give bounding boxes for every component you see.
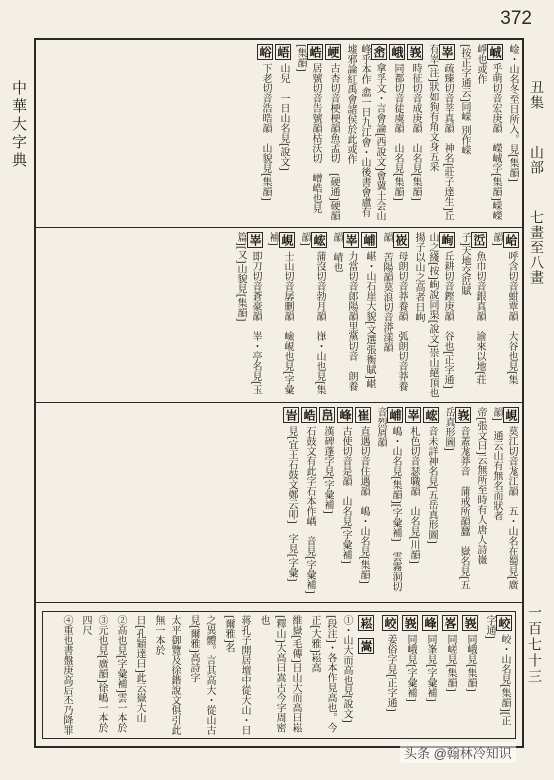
dictionary-entry: [407, 44, 423, 223]
note-line: ②高也見[字彙補]雲一本於: [115, 615, 126, 733]
dictionary-entry: [382, 615, 398, 735]
entry-text: 姜俗字見[正字通]: [385, 634, 396, 712]
entry-text: 士山切音孱刪韻 嶮峴也見[字彙補]: [267, 232, 293, 395]
entry-band-1: [36, 40, 522, 228]
headword: 峴: [280, 234, 294, 246]
stroke-range-label: 七畫至八畫: [528, 209, 544, 285]
entry-text: 即刀切音蒼豪韻 峷・亭名見[玉篇][又]山貌見[集韻]: [235, 232, 261, 395]
headword: 峬: [362, 234, 376, 246]
dictionary-entry: [275, 44, 291, 223]
entry-text: 魚巾切音銀真韻 渝來以地[荘子]天地交峾賦: [459, 232, 485, 385]
dictionary-entry: [355, 407, 371, 598]
entry-text: 疏臻切音莘真韻 神名[莊子達生]丘有峷[注]狀如狗有角文身五采: [427, 44, 453, 221]
dictionary-entry: [319, 407, 335, 598]
dictionary-entry: [489, 232, 519, 398]
entry-text: 蒲沒切音勃月韻 嵂・山也見[集韻]: [299, 232, 325, 395]
headword: 峩: [463, 617, 477, 629]
headword: 峩: [408, 46, 422, 58]
page-number: 372: [500, 8, 532, 29]
entry-text: 嵁・山石崖大貌[文選張衡賦]嵁: [364, 251, 375, 389]
entry-text: 崯・山名冬至日所入。見[集韻]: [507, 44, 518, 182]
note-line: 蒋孔子開居壇中從大山・日[爾雅]名: [223, 615, 250, 735]
headword: 嵩: [359, 640, 373, 652]
entry-text: 石鼓文有此字石本作嵎 音見[字彙補]: [304, 426, 315, 594]
radical-label: 山部: [528, 144, 544, 175]
headword: 峳: [394, 234, 408, 246]
headword: 峕: [284, 409, 298, 421]
dictionary-entry: [325, 44, 341, 223]
entry-band-4: [36, 603, 522, 746]
dictionary-entry: [379, 232, 409, 398]
note-line: 維嶽[毛傳]日山大而高曰崧[釋山]大高曰嵩古今字周密也: [258, 615, 301, 733]
entry-text: 丘耕切音鏗庚韻 谷也[正字通]山之綫[按]峋說同渠[說文]崇山絕頂也 揚子以山之高者日峋: [413, 232, 453, 398]
headword: 峺: [326, 46, 340, 58]
headword: 峷: [406, 409, 420, 421]
dictionary-entry: [457, 44, 471, 223]
chinese-page-number: 一百七十三: [526, 605, 542, 685]
note-line: 太平御覽及徐鍇說文俱引此無一本於: [153, 615, 180, 735]
entry-text: 札色切音瑟職韻 山名見[川韻]: [408, 426, 419, 564]
watermark: 头条 @翰林冷知识: [400, 742, 516, 763]
dictionary-entry: [301, 407, 317, 598]
headword: 峩: [456, 409, 470, 421]
dictionary-entry: [411, 232, 455, 398]
dictionary-entry: [405, 407, 421, 598]
headword: 峆: [504, 234, 518, 246]
entry-text: 同嵯見[集韻]: [445, 634, 456, 692]
headword: 峧: [497, 617, 511, 629]
dictionary-entry: [442, 615, 458, 735]
entry-text: 音蓋尨莽音 蒲戒所韻蠶 嶽名見[五岳真形圖]: [443, 407, 469, 590]
note-line: ①・山大而高也見[說文][段注]・各本作見高也。今正[大雅]崧高: [309, 615, 352, 733]
headword: 峧: [383, 617, 397, 629]
headword: 峹: [372, 46, 386, 58]
dictionary-frame: [34, 38, 524, 748]
headword: 峵: [424, 409, 438, 421]
dictionary-entry: [423, 407, 439, 598]
dictionary-entry: [489, 407, 519, 598]
entry-text: [按正字通云]同嵘 別作嵘: [459, 44, 470, 155]
entry-text: 峧・山名見[集韻][正字通]: [484, 615, 510, 726]
headword: 峵: [312, 234, 326, 246]
note-line: ④重也書盤庚高后丕乃降罪: [61, 615, 72, 735]
headword: 峿: [276, 46, 290, 58]
entry-text: 母朗切音莽養韻 弧朗切音莽養韻 苦陽韻莫浪切音漭漾韻: [381, 232, 407, 391]
entry-band-2: [36, 228, 522, 403]
headword: 峰: [338, 409, 352, 421]
headword: 峨: [390, 46, 404, 58]
entry-text: 莫江切音尨江韻 五・山名在蜀見[廣韻] 通云山有無名而狀者: [491, 407, 517, 590]
dictionary-entry: [343, 44, 387, 223]
notes-box: [42, 611, 516, 739]
dictionary-entry: [473, 407, 487, 598]
dictionary-entry: [233, 232, 263, 398]
dictionary-entry: [473, 44, 503, 223]
headword: 峼: [302, 409, 316, 421]
entry-text: 同峯見[字彙補]: [425, 634, 436, 702]
note-line: 日[孔穎達曰]此云嶽大山: [134, 615, 145, 723]
entry-text: 嶋・山名見[集韻][字彙補] 雲霧洞切音烈屑韻: [375, 407, 401, 592]
notes-headword: [358, 615, 374, 735]
entry-text: 音未詳神名見[五岳真形圖]: [426, 426, 437, 544]
headword: 峼: [308, 46, 322, 58]
note-line: ③元也見[廣韻]徐嶋一本於四尺: [80, 615, 107, 733]
dictionary-entry: [297, 232, 327, 398]
headword: 峩: [403, 617, 417, 629]
section-margin: [524, 80, 548, 285]
entry-text: 同峨見[集韻]: [465, 634, 476, 692]
entry-text: 古杏切音梗梗韻魚孟切 [硬通]硬韻: [328, 63, 339, 221]
entry-text: 乎萌切音宏庚韻 嶸峸字[集韻]嵘嶸崢也或作: [475, 44, 501, 221]
dictionary-entry: [337, 407, 353, 598]
dictionary-entry: [265, 232, 295, 398]
dictionary-entry: [441, 407, 471, 598]
entry-text: 同峨見[字彙補]: [405, 634, 416, 702]
headword: 峷: [248, 234, 262, 246]
entry-text: 力當切音郎陽韻里黨切音 朗養韻 崝也: [331, 232, 357, 391]
dictionary-entry: [373, 407, 403, 598]
dictionary-entry: [505, 44, 519, 223]
headword: 峷: [440, 46, 454, 58]
headword: 峷: [344, 234, 358, 246]
dictionary-entry: [257, 44, 273, 223]
dictionary-entry: [293, 44, 323, 223]
entry-text: 同都切音徒虞韻 山名見[集韻]: [392, 63, 403, 201]
entry-text: 拿孚文・言會論[西說文]會冀土会山峰乎本作 嵞一日九江會・山後書會盧有墟邪論紅禹會諸侯於此或作: [345, 44, 385, 221]
dictionary-entry: [329, 232, 359, 398]
headword: 峰: [423, 617, 437, 629]
headword: 峾: [472, 234, 486, 246]
entry-text: 古使切音是韻 山名見[字彙補]: [340, 426, 351, 564]
entry-text: 漢碑蓬字見[字彙補]: [322, 426, 333, 514]
entry-text: 呼含切音蚶覃韻 大谷也見[集韻]: [491, 232, 517, 385]
dictionary-entry: [457, 232, 487, 398]
book-title-margin: 中華大字典: [10, 80, 28, 170]
headword: 崔: [356, 409, 370, 421]
note-line: 之異體。言其高大・從山古見[爾雅]高詩字: [188, 615, 215, 735]
dictionary-entry: [422, 615, 438, 735]
dictionary-entry: [389, 44, 405, 223]
entry-band-3: [36, 403, 522, 603]
entry-text: 居號切音告號韻枯沃切 嶒峼也見[集韻]: [295, 44, 321, 213]
entry-text: 見[宜王石鼓文鄭云叩] 字見[字彙]: [286, 426, 297, 582]
headword: 峊: [320, 409, 334, 421]
entry-text: 時征切音成庚韻 山名見[集韻]: [410, 63, 421, 201]
headword: 峬: [388, 409, 402, 421]
dictionary-entry: [425, 44, 455, 223]
entry-text: 帝[張文曰]云無所至時有人唐人詩嶶: [475, 407, 486, 565]
headword: 峸: [488, 46, 502, 58]
headword: 崧: [359, 617, 373, 629]
entry-text: 直遇切音住遇韻 嶋・山名見[集韻]: [358, 426, 369, 584]
headword: 峉: [443, 617, 457, 629]
section-label: 丑集: [528, 80, 544, 110]
dictionary-entry: [402, 615, 418, 735]
dictionary-entry: [482, 615, 512, 735]
headword: 峴: [504, 409, 518, 421]
dictionary-entry: [462, 615, 478, 735]
headword: 峋: [440, 234, 454, 246]
entry-text: 山兒 一日山名見[說文]: [278, 63, 289, 171]
dictionary-entry: [283, 407, 299, 598]
entry-text: 下老切音浩晧韻 山貌見[集韻]: [260, 63, 271, 201]
headword: 峪: [258, 46, 272, 58]
dictionary-entry: [361, 232, 377, 398]
